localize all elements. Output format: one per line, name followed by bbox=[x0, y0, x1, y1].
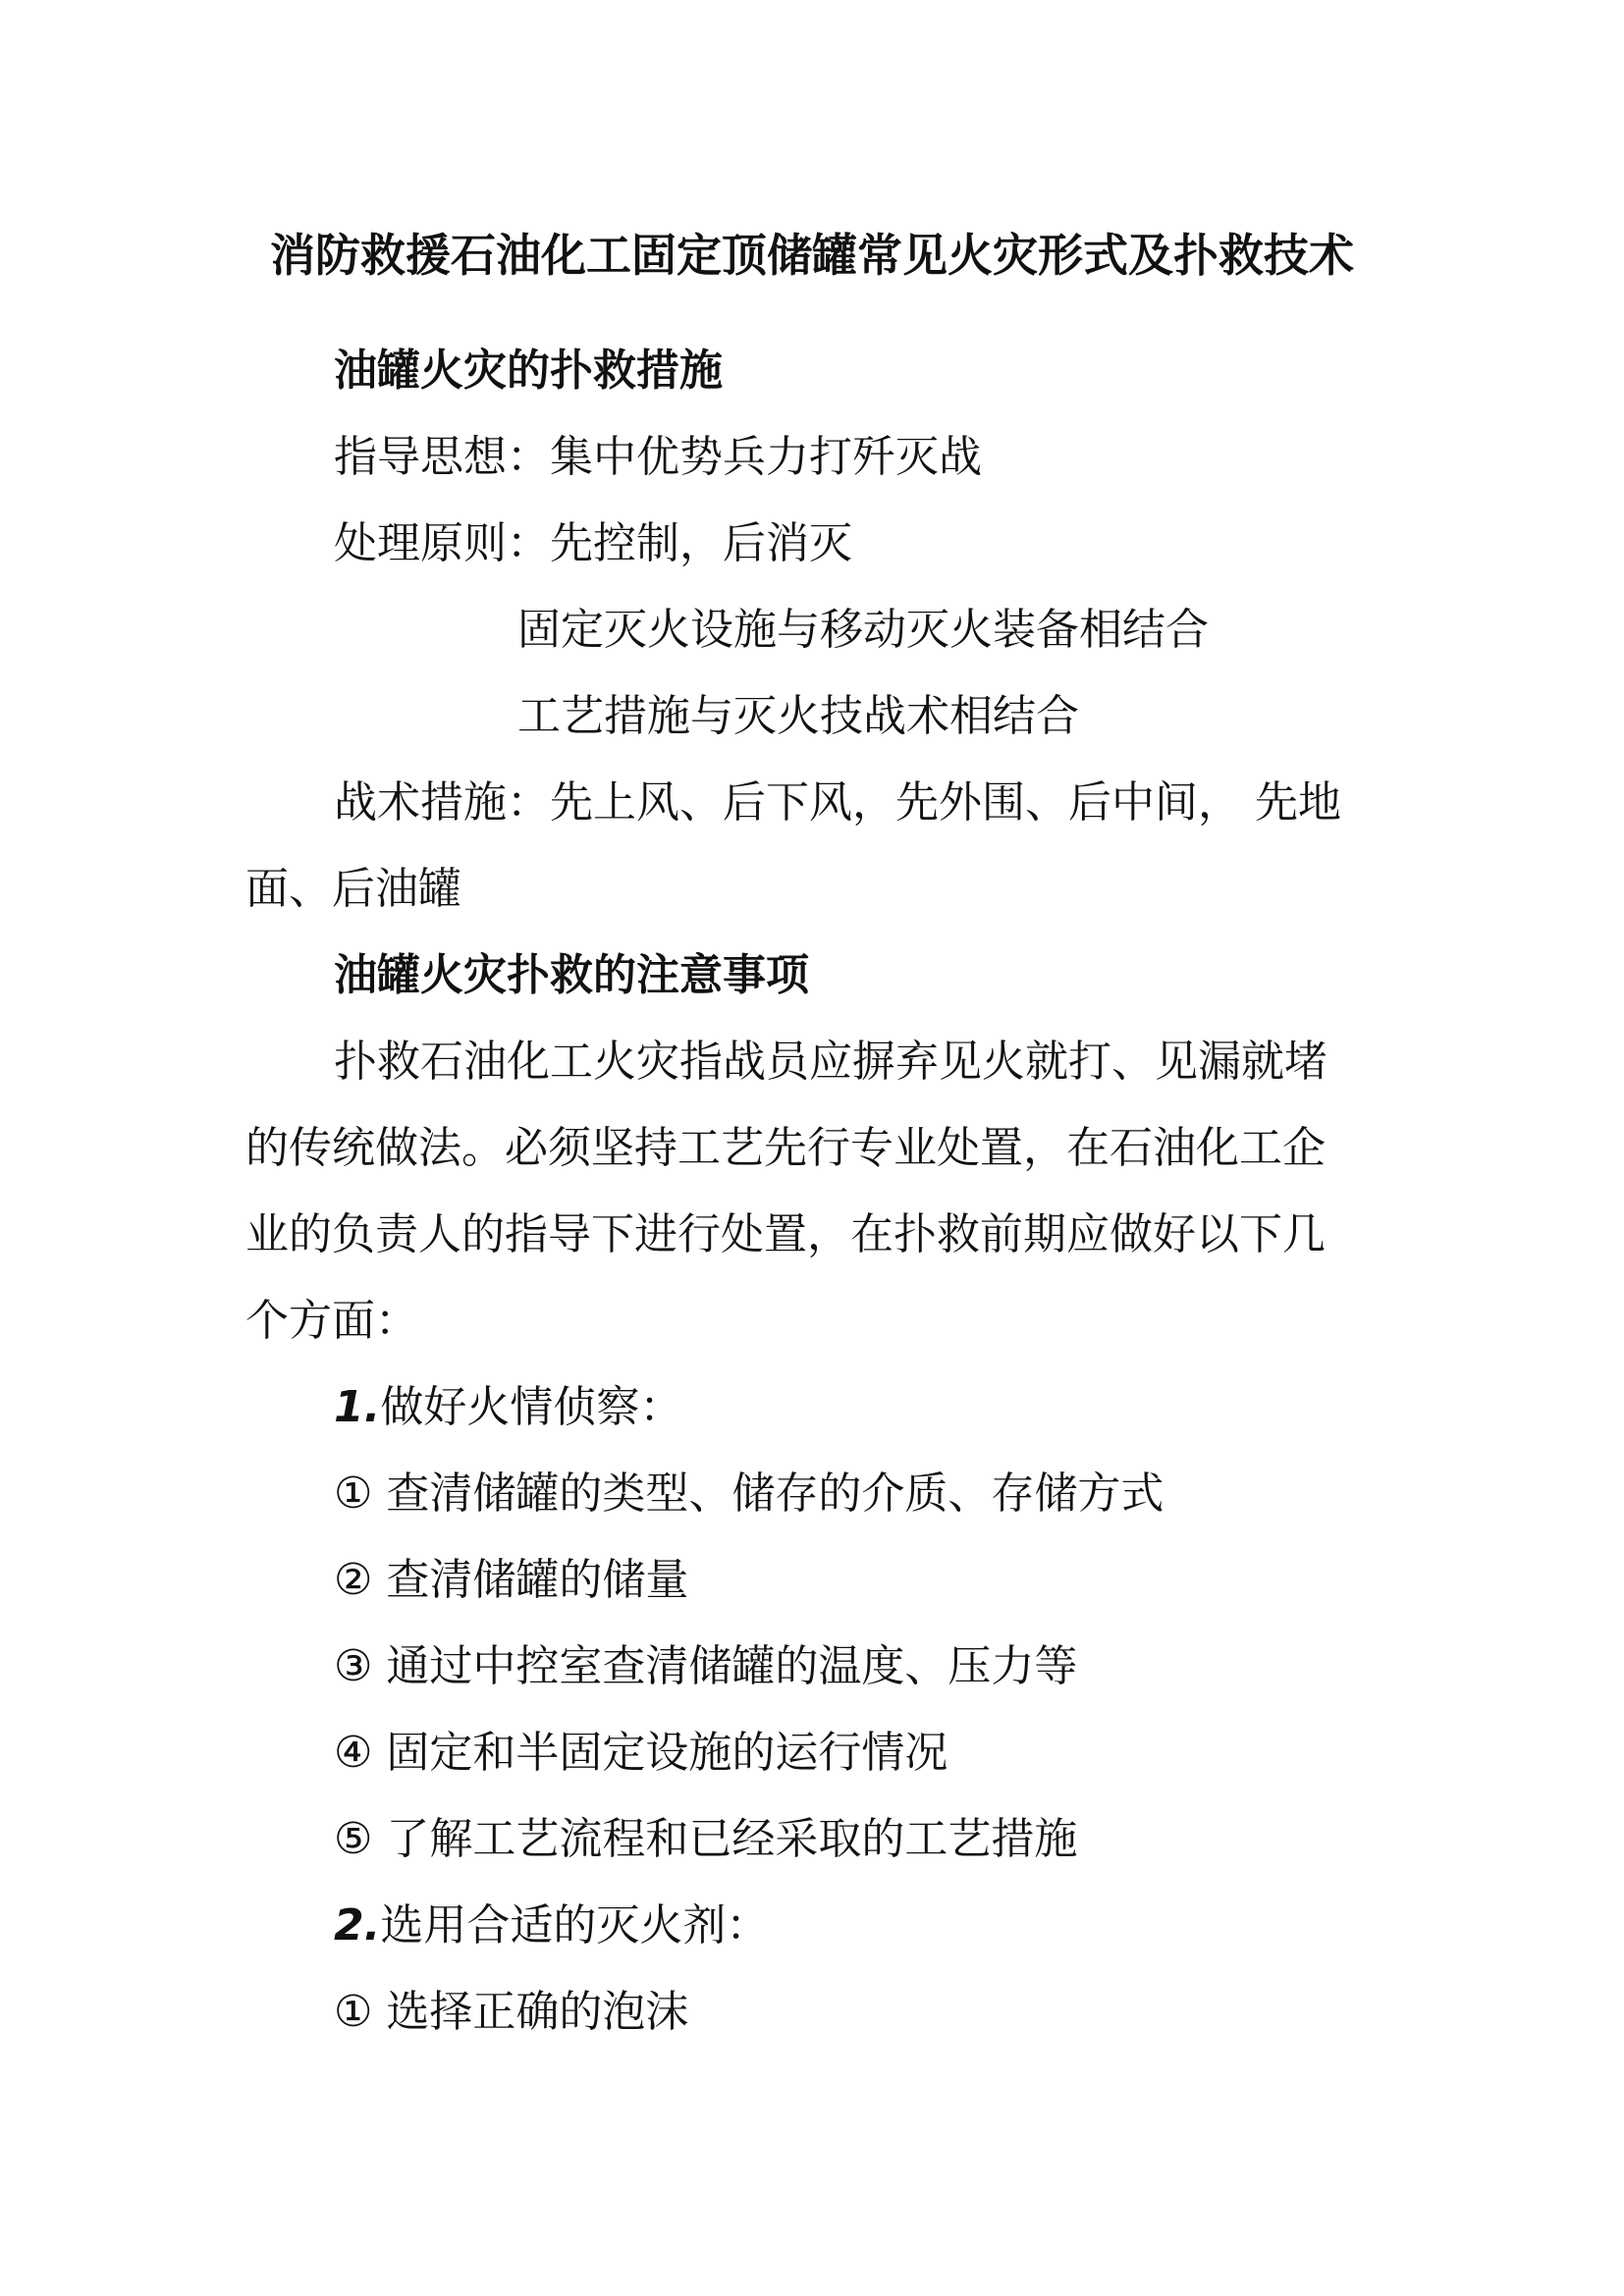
paragraph-line: 的传统做法。必须坚持工艺先行专业处置，在石油化工企 bbox=[245, 1123, 1326, 1173]
list-item-2 bbox=[334, 1896, 769, 1955]
section-heading-precautions: 油罐火灾扑救的注意事项 bbox=[334, 950, 809, 1000]
list-item-number: 1. bbox=[334, 1382, 381, 1432]
tactics-label: 战术措施： bbox=[334, 777, 550, 828]
sub-item: ① 选择正确的泡沫 bbox=[334, 1987, 689, 2037]
section-heading-fire-measures: 油罐火灾的扑救措施 bbox=[334, 346, 723, 396]
principle-line bbox=[334, 514, 852, 573]
list-item-label: 选用合适的灭火剂： bbox=[380, 1900, 770, 1950]
sub-item: ⑤ 了解工艺流程和已经采取的工艺措施 bbox=[334, 1814, 1078, 1864]
paragraph-line: 业的负责人的指导下进行处置，在扑救前期应做好以下几 bbox=[245, 1209, 1326, 1259]
principle-line-3: 工艺措施与灭火技战术相结合 bbox=[517, 691, 1079, 741]
guiding-thought-label: 指导思想： bbox=[334, 432, 550, 482]
tactics-line bbox=[334, 774, 1341, 832]
principle-line-2: 固定灭火设施与移动灭火装备相结合 bbox=[517, 605, 1209, 655]
paragraph-line: 扑救石油化工火灾指战员应摒弃见火就打、见漏就堵 bbox=[334, 1037, 1327, 1087]
sub-item: ③ 通过中控室查清储罐的温度、压力等 bbox=[334, 1641, 1078, 1691]
sub-item: ① 查清储罐的类型、储存的介质、存储方式 bbox=[334, 1468, 1164, 1519]
sub-item: ② 查清储罐的储量 bbox=[334, 1555, 689, 1605]
paragraph-line: 个方面： bbox=[245, 1296, 418, 1346]
list-item-1 bbox=[334, 1378, 682, 1437]
guiding-thought-text: 集中优势兵力打歼灭战 bbox=[550, 432, 982, 482]
guiding-thought-line bbox=[334, 428, 982, 487]
list-item-number: 2. bbox=[334, 1900, 381, 1950]
document-title: 消防救援石油化工固定顶储罐常见火灾形式及扑救技术 bbox=[270, 229, 1354, 282]
principle-text: 先控制，后消灭 bbox=[550, 518, 852, 568]
sub-item: ④ 固定和半固定设施的运行情况 bbox=[334, 1728, 948, 1778]
tactics-continuation: 面、后油罐 bbox=[245, 864, 461, 914]
tactics-text: 先上风、后下风，先外围、后中间， 先地 bbox=[550, 777, 1341, 828]
list-item-label: 做好火情侦察： bbox=[380, 1382, 683, 1432]
principle-label: 处理原则： bbox=[334, 518, 550, 568]
